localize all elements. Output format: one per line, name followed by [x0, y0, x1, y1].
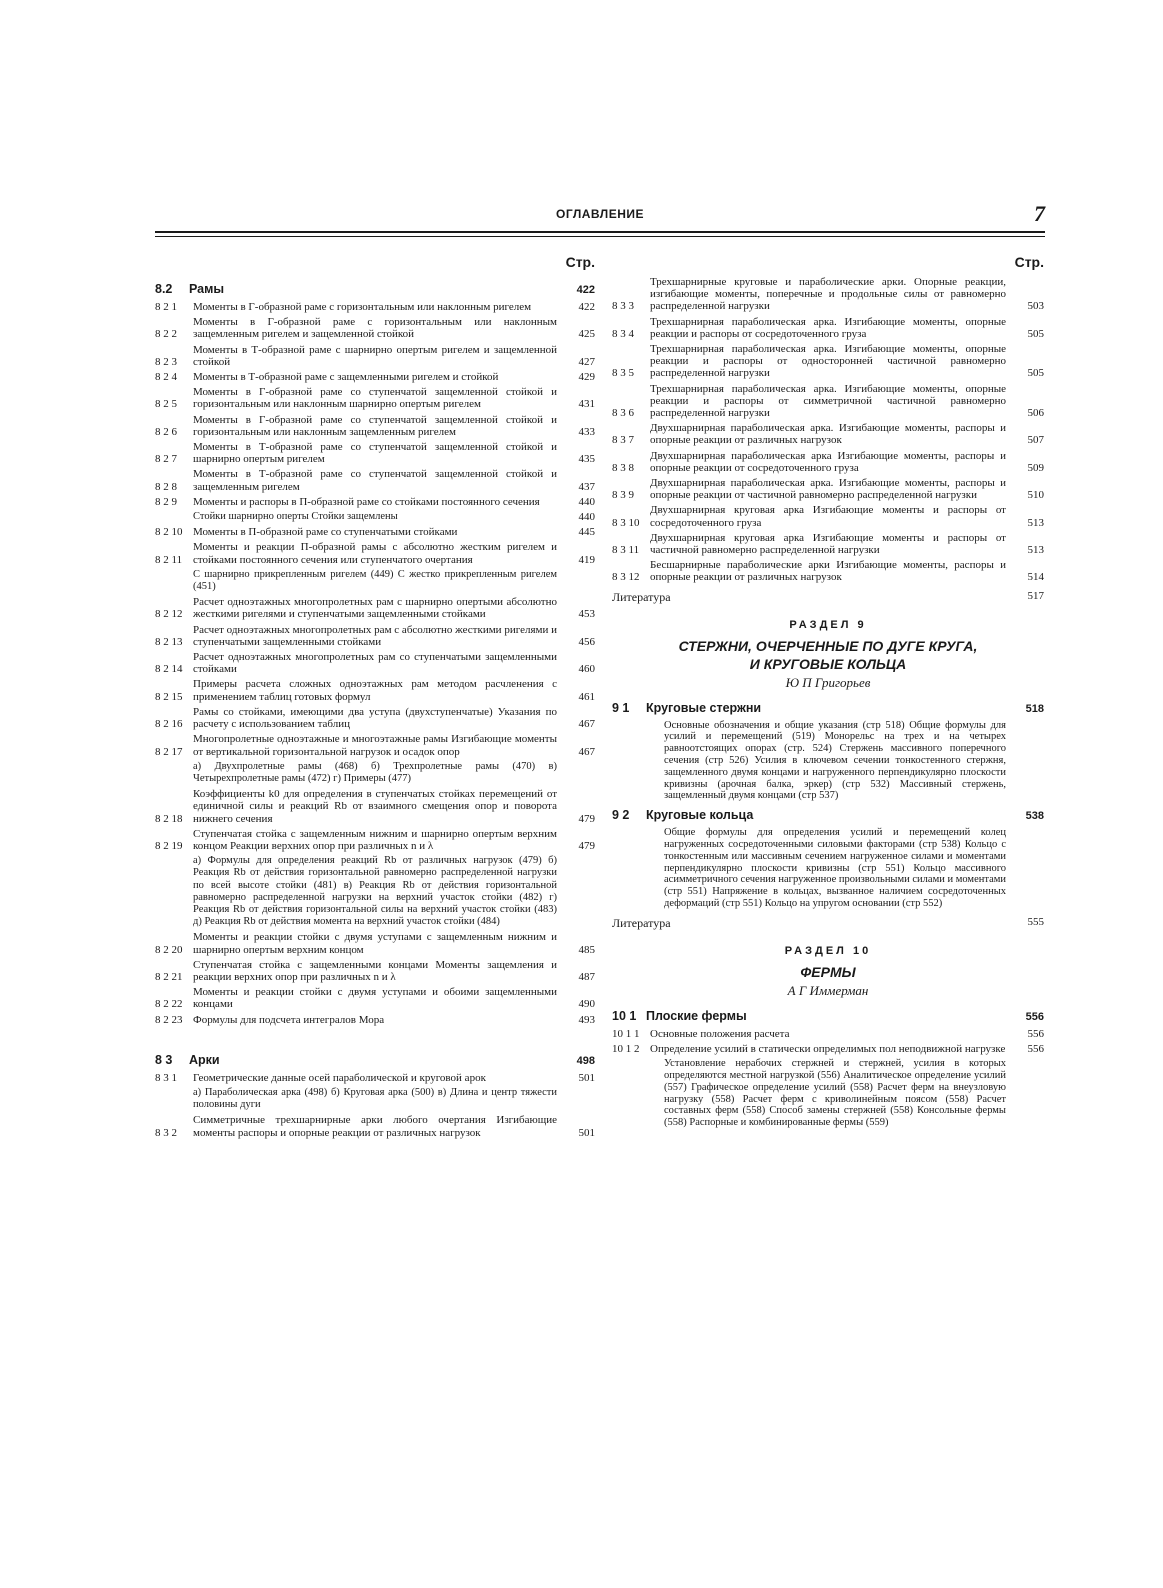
section-number: 10 1	[612, 1008, 637, 1023]
section-page: 518	[1025, 702, 1044, 715]
entry-title: Моменты в Г-образной раме со ступенчатой защемленной стойкой и горизонтальным или наклонным шарнирно опертым ригелем	[193, 386, 557, 411]
entry-page: 467	[578, 745, 595, 758]
section-number: 9 1	[612, 700, 630, 715]
toc-entry	[155, 986, 595, 1010]
part-author: А Г Иммерман	[787, 982, 869, 998]
toc-entry	[155, 596, 595, 620]
header-rule	[155, 231, 1045, 237]
entry-page: 513	[1027, 544, 1044, 557]
entry-number: 8 2 8	[155, 480, 177, 493]
entry-page: 453	[578, 608, 595, 621]
entry-title: Моменты в Т-образной раме с шарнирно опертым ригелем и защемленной стойкой	[193, 343, 557, 368]
entry-page: 433	[578, 425, 595, 438]
part-title: ФЕРМЫ	[800, 963, 856, 980]
section-heading	[612, 1009, 1044, 1023]
literature-entry	[612, 590, 1044, 605]
entry-title: Геометрические данные осей параболической и круговой арок	[193, 1071, 486, 1084]
entry-page: 509	[1027, 461, 1044, 474]
section-page: 538	[1025, 810, 1044, 823]
toc-entry	[155, 855, 595, 928]
entry-number: 8 3 11	[612, 544, 640, 557]
toc-entry	[155, 511, 595, 523]
entry-number: 8 2 1	[155, 301, 177, 313]
part-label: РАЗДЕЛ 10	[784, 944, 872, 957]
entry-page: 467	[578, 718, 595, 731]
entry-page: 514	[1027, 571, 1044, 584]
toc-entry	[155, 526, 595, 538]
entry-number: 8 2 15	[155, 690, 183, 703]
toc-entry	[155, 468, 595, 492]
entry-title: Трехшарнирная параболическая арка. Изгибающие моменты, опорные реакции и распоры от односторонней частичной равномерно распределенной нагрузки	[650, 343, 1006, 380]
toc-list	[612, 1028, 1044, 1055]
entry-page: 487	[578, 970, 595, 983]
toc-entry	[612, 422, 1044, 446]
section-title: Арки	[189, 1052, 220, 1067]
page-number: 7	[1034, 201, 1045, 226]
entry-title: С шарнирно прикрепленным ригелем (449) С жестко прикрепленным ригелем (451)	[193, 568, 557, 593]
toc-entry	[155, 1114, 595, 1138]
toc-entry	[155, 386, 595, 410]
entry-page: 479	[578, 812, 595, 825]
entry-page: 505	[1027, 367, 1044, 380]
running-head	[155, 201, 1045, 227]
toc-entry	[155, 828, 595, 852]
toc-list	[612, 276, 1044, 584]
literature-entry	[612, 916, 1044, 931]
entry-number: 8 3 2	[155, 1126, 177, 1139]
entry-number: 8 2 10	[155, 526, 183, 539]
toc-entry	[612, 532, 1044, 556]
entry-page: 425	[578, 328, 595, 341]
entry-title: Двухшарнирная круговая арка Изгибающие моменты и распоры от частичной равномерно распределенной нагрузки	[650, 531, 1006, 557]
entry-page: 556	[1027, 1043, 1044, 1056]
toc-entry	[155, 788, 595, 825]
section-description: Общие формулы для определения усилий и перемещений колец нагруженных сосредоточенными силовыми факторами (стр 538) Кольцо с тонкостенным или массивным сечением нагруженное силами и моментами перпендикулярно плоскости кривизны (стр 551) Кольцо массивного асимметричного сечения нагруженное произвольными силами и моментами (стр 551) Напряжение в кольцах, вызванное наличием сосредоточенных деформаций (стр 551) Кольцо на упругом основании (стр 552)	[664, 827, 1006, 910]
entry-title: Определение усилий в статически определимых пол неподвижной нагрузке	[650, 1043, 1006, 1056]
entry-page: 460	[578, 663, 595, 676]
entry-title: Симметричные трехшарнирные арки любого очертания Изгибающие моменты распоры и опорные реакции от различных нагрузок	[193, 1114, 557, 1139]
toc-entry	[155, 678, 595, 702]
section-title: Рамы	[189, 282, 225, 296]
entry-number: 8 3 10	[612, 516, 640, 529]
entry-number: 8 3 4	[612, 327, 634, 340]
section-heading	[155, 282, 595, 296]
entry-title: Моменты в Г-образной раме со ступенчатой защемленной стойкой и горизонтальным или наклонным защемленным ригелем	[193, 413, 557, 438]
entry-page: 427	[578, 355, 595, 368]
toc-entry	[155, 441, 595, 465]
entry-number: 8 3 7	[612, 434, 634, 447]
entry-page: 456	[578, 635, 595, 648]
entry-page: 501	[578, 1126, 595, 1139]
entry-page: 431	[578, 398, 595, 411]
entry-title: Многопролетные одноэтажные и многоэтажные рамы Изгибающие моменты от вертикальной горизонтальной нагрузок и осадок опор	[193, 733, 557, 758]
entry-page: 507	[1027, 434, 1044, 447]
entry-number: 8 2 9	[155, 495, 177, 508]
section-number: 8.2	[155, 282, 173, 296]
entry-number: 8 2 23	[155, 1013, 183, 1026]
entry-title: Моменты в Т-образной раме со ступенчатой защемленной стойкой и защемленным ригелем	[193, 468, 557, 493]
toc-entry	[155, 761, 595, 785]
entry-page: 505	[1027, 327, 1044, 340]
entry-page: 510	[1027, 489, 1044, 502]
entry-title: Моменты и распоры в П-образной раме со стойками постоянного сечения	[193, 495, 540, 508]
section-page: 422	[576, 284, 595, 296]
toc-entry	[612, 1028, 1044, 1040]
entry-title: Моменты в Г-образной раме с горизонтальным или наклонным защемленным ригелем и защемленной стойкой	[193, 316, 557, 341]
entry-title: Трехшарнирная параболическая арка. Изгибающие моменты, опорные реакции и распоры от сосредоточенного груза	[650, 315, 1006, 340]
toc-entry	[155, 1072, 595, 1084]
entry-number: 8 3 12	[612, 571, 640, 584]
entry-number: 10 1 2	[612, 1043, 640, 1056]
toc-entry	[155, 624, 595, 648]
entry-number: 8 3 8	[612, 461, 634, 474]
entry-number: 8 2 13	[155, 635, 183, 648]
entry-number: 8 2 7	[155, 453, 177, 466]
entry-title: Моменты в Г-образной раме с горизонтальным или наклонным ригелем	[193, 301, 532, 313]
left-column	[155, 254, 595, 1142]
entry-page: 485	[578, 943, 595, 956]
entry-number: 8 2 12	[155, 608, 183, 621]
toc-entry	[155, 733, 595, 757]
entry-page: 501	[578, 1071, 595, 1084]
literature-page: 555	[1027, 915, 1044, 928]
toc-entry	[612, 477, 1044, 501]
toc-entry	[155, 706, 595, 730]
entry-number: 8 2 21	[155, 970, 183, 983]
toc-entry	[155, 371, 595, 383]
entry-title: Двухшарнирная круговая арка Изгибающие моменты и распоры от сосредоточенного груза	[650, 504, 1006, 529]
entry-number: 8 2 3	[155, 355, 177, 368]
entry-page: 479	[578, 839, 595, 852]
entry-number: 8 2 20	[155, 943, 183, 956]
page-col-label-right: Стр.	[1014, 254, 1044, 270]
part-author: Ю П Григорьев	[785, 674, 871, 690]
page-col-label-left: Стр.	[565, 254, 595, 270]
entry-page: 513	[1027, 516, 1044, 529]
toc-entry	[155, 651, 595, 675]
entry-number: 8 2 2	[155, 328, 177, 341]
toc-entry	[155, 959, 595, 983]
section-page: 498	[576, 1054, 595, 1067]
entry-title: Моменты и реакции П-образной рамы с абсолютно жестким ригелем и стойками постоянного сечения или ступенчатого очертания	[193, 541, 557, 566]
toc-entry	[612, 383, 1044, 420]
toc-entry	[612, 450, 1044, 474]
entry-number: 8 2 6	[155, 425, 177, 438]
toc-entry	[155, 414, 595, 438]
section-heading	[612, 808, 1044, 822]
entry-page: 493	[578, 1013, 595, 1026]
entry-page: 445	[578, 526, 595, 539]
toc-entry	[612, 559, 1044, 583]
section-title: Круговые кольца	[646, 808, 754, 823]
entry-title: Двухшарнирная параболическая арка Изгибающие моменты, распоры и опорные реакции от сосредоточенного груза	[650, 449, 1006, 474]
toc-list	[155, 1072, 595, 1139]
entry-number: 8 2 4	[155, 371, 177, 384]
entry-title: Формулы для подсчета интегралов Мора	[193, 1013, 385, 1026]
entry-page: 556	[1027, 1027, 1044, 1040]
entry-number: 10 1 1	[612, 1027, 640, 1040]
toc-entry	[612, 504, 1044, 528]
entry-title: Трехшарнирные круговые и параболические арки. Опорные реакции, изгибающие моменты, поперечные и продольные силы от равномерно распределенной нагрузки	[650, 276, 1006, 313]
entry-page: 490	[578, 998, 595, 1011]
right-column	[612, 254, 1044, 1132]
entry-number: 8 3 5	[612, 367, 634, 380]
running-title: ОГЛАВЛЕНИЕ	[555, 207, 644, 221]
entry-number: 8 2 14	[155, 663, 183, 676]
toc-list	[155, 301, 595, 1026]
entry-title: Расчет одноэтажных многопролетных рам с шарнирно опертыми абсолютно жесткими ригелями и ступенчатыми защемленными стойками	[193, 596, 557, 621]
entry-number: 8 3 6	[612, 407, 634, 420]
entry-title: Двухшарнирная параболическая арка. Изгибающие моменты, распоры и опорные реакции от различных нагрузок	[650, 422, 1006, 447]
entry-number: 8 2 19	[155, 839, 183, 852]
toc-entry	[155, 301, 595, 313]
entry-title: Двухшарнирная параболическая арка. Изгибающие моменты, распоры и опорные реакции от частичной равномерно распределенной нагрузки	[650, 477, 1006, 502]
toc-entry	[612, 276, 1044, 313]
entry-page: 419	[578, 553, 595, 566]
entry-title: Расчет одноэтажных многопролетных рам с абсолютно жесткими ригелями и ступенчатыми защемленными стойками	[193, 623, 557, 648]
entry-title: Расчет одноэтажных многопролетных рам со ступенчатыми защемленными стойками	[193, 651, 557, 676]
literature-page: 517	[1027, 589, 1044, 602]
entry-number: 8 3 3	[612, 300, 634, 313]
toc-entry	[612, 316, 1044, 340]
toc-entry	[155, 541, 595, 565]
section-page: 556	[1025, 1010, 1044, 1023]
entry-page: 422	[578, 301, 595, 313]
entry-title: а) Параболическая арка (498) б) Круговая арка (500) в) Длина и центр тяжести половины дуги	[193, 1086, 557, 1111]
entry-title: а) Формулы для определения реакций Rb от различных нагрузок (479) б) Реакция Rb от действия горизонтальной равномерно распределенной нагрузки по всей высоте стойки (481) в) Реакция Rb от действия горизонтальной равномерно распределенной нагрузки на верхний участок стойки (482) г) Реакция Rb от действия горизонтальной силы на верхний участок стойки (483) д) Реакция Rb от действия момента на верхний участок стойки (484)	[193, 855, 557, 928]
entry-page: 506	[1027, 407, 1044, 420]
section-number: 9 2	[612, 808, 630, 823]
entry-page: 437	[578, 480, 595, 493]
section-description: Основные обозначения и общие указания (стр 518) Общие формулы для усилий и перемещений (519) Монорельс на трех и на четырех равноотстоящих опорах (стр. 524) Стержень массивного поперечного сечения (стр 526) Усилия в ключевом сечении тонкостенного стержня, защемленного двумя концами и нагруженного перпендикулярно плоскости кривизны (арочная балка, эркер) (стр 532) Массивный стержень, защемленный двумя концами (стр 537)	[664, 719, 1006, 802]
section-number: 8 3	[155, 1052, 173, 1067]
entry-number: 8 2 5	[155, 398, 177, 411]
toc-entry	[612, 1043, 1044, 1055]
section-heading	[155, 1053, 595, 1067]
entry-title: Трехшарнирная параболическая арка. Изгибающие моменты, опорные реакции и распоры от симметричной частичной равномерно распределенной нагрузки	[650, 382, 1006, 420]
entry-page: 503	[1027, 300, 1044, 313]
entry-number: 8 2 11	[155, 553, 183, 566]
entry-title: Ступенчатая стойка с защемленными концами Моменты защемления и реакции верхних опор при различных n и λ	[193, 958, 557, 983]
entry-number: 8 2 18	[155, 812, 183, 825]
entry-title: Моменты в П-образной раме со ступенчатыми стойками	[193, 526, 458, 539]
entry-title: Ступенчатая стойка с защемленным нижним и шарнирно опертым верхним концом Реакции верхних опор при различных n и λ	[193, 827, 557, 852]
entry-title: Стойки шарнирно оперты Стойки защемлены	[193, 511, 398, 523]
entry-page: 435	[578, 453, 595, 466]
entry-title: Моменты в Т-образной раме с защемленными ригелем и стойкой	[193, 371, 499, 384]
section-title: Плоские фермы	[646, 1008, 747, 1023]
section-title: Круговые стержни	[646, 700, 762, 715]
entry-title: а) Двухпролетные рамы (468) б) Трехпролетные рамы (470) в) Четырехпролетные рамы (472) г) Примеры (477)	[193, 760, 557, 784]
toc-entry	[155, 1014, 595, 1026]
entry-title: Моменты и реакции стойки с двумя уступами с защемленным нижним и шарнирно опертым верхним концом	[193, 931, 557, 956]
toc-entry	[155, 569, 595, 593]
entry-number: 8 2 16	[155, 718, 183, 731]
toc-entry	[155, 1087, 595, 1111]
entry-page: 440	[578, 495, 595, 508]
part-title: СТЕРЖНИ, ОЧЕРЧЕННЫЕ ПО ДУГЕ КРУГА,	[678, 637, 978, 654]
entry-title: Основные положения расчета	[650, 1027, 790, 1040]
part-label: РАЗДЕЛ 9	[789, 618, 867, 631]
entry-title: Коэффициенты k0 для определения в ступенчатых стойках перемещений от единичной силы и реакций Rb от взаимного смещения опор и поворота нижнего сечения	[193, 788, 557, 825]
entry-number: 8 3 9	[612, 489, 634, 502]
part-title: И КРУГОВЫЕ КОЛЬЦА	[749, 655, 907, 672]
entry-number: 8 2 17	[155, 745, 183, 758]
entry-title: Рамы со стойками, имеющими два уступа (двухступенчатые) Указания по расчету с использованием таблиц	[193, 705, 557, 731]
entry-number: 8 3 1	[155, 1071, 177, 1084]
literature-label: Литература	[612, 915, 671, 930]
entry-page: 440	[578, 511, 595, 524]
section-description: Установление нерабочих стержней и стержней, усилия в которых определяются местной нагрузкой (556) Аналитическое определение усилий (557) Графическое определение усилий (558) Расчет ферм на внеузловую нагрузку (558) Расчет ферм с криволинейным поясом (558) Расчет составных ферм (558) Способ замены стержней (558) Консольные фермы (558) Распорные и комбинированные фермы (559)	[664, 1058, 1006, 1129]
toc-entry	[155, 316, 595, 340]
entry-title: Примеры расчета сложных одноэтажных рам методом расчленения с применением таблиц готовых формул	[193, 678, 557, 703]
entry-title: Моменты в Т-образной раме со ступенчатой защемленной стойкой и шарнирно опертым ригелем	[193, 441, 557, 466]
literature-label: Литература	[612, 589, 671, 604]
entry-page: 461	[578, 690, 595, 703]
entry-title: Бесшарнирные параболические арки Изгибающие моменты, распоры и опорные реакции от различных нагрузок	[650, 559, 1006, 584]
entry-number: 8 2 22	[155, 998, 183, 1011]
toc-entry	[155, 496, 595, 508]
toc-entry	[155, 931, 595, 955]
toc-entry	[612, 343, 1044, 380]
entry-title: Моменты и реакции стойки с двумя уступами и обоими защемленными концами	[193, 986, 557, 1011]
section-heading	[612, 701, 1044, 715]
entry-page: 429	[578, 371, 595, 384]
toc-entry	[155, 344, 595, 368]
